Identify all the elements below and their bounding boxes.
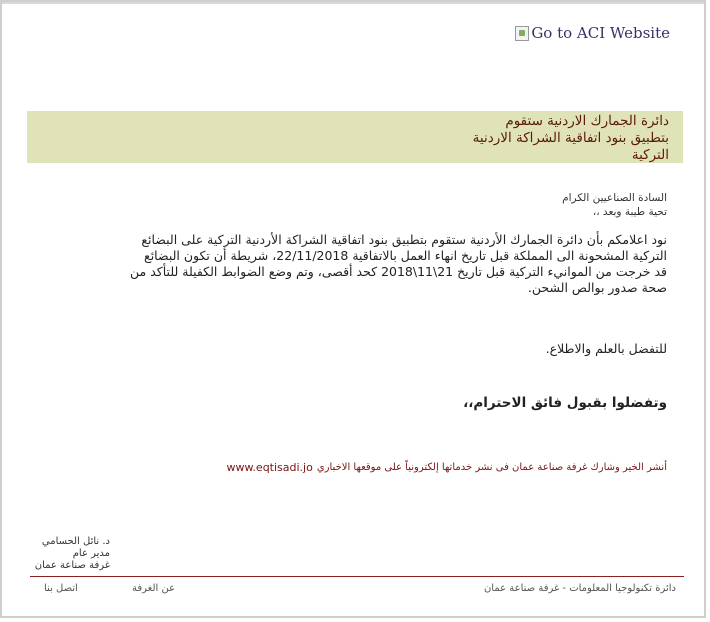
salutation — [562, 191, 667, 219]
body-paragraph — [27, 232, 667, 296]
headline-text — [473, 113, 669, 164]
signature-block — [35, 536, 110, 572]
closing-text: وتفضلوا بقبول فائق الاحترام،، — [463, 395, 667, 411]
salutation-line: السادة الصناعيين الكرام — [562, 192, 667, 204]
aci-link-label: Go to ACI Website — [531, 24, 670, 42]
headline-line: التركية — [631, 147, 669, 163]
contact-link[interactable]: اتصل بنا — [44, 583, 78, 594]
aci-website-link[interactable] — [515, 24, 670, 42]
promo-text: أنشر الخير وشارك غرفة صناعة عمان فى نشر خدماتها إلكترونياً على موقعها الاخباري — [316, 462, 667, 473]
headline-line: بتطبيق بنود اتفاقية الشراكة الاردنية — [472, 130, 669, 146]
note-text: للتفضل بالعلم والاطلاع. — [545, 341, 667, 356]
body-line: نود اعلامكم بأن دائرة الجمارك الأردنية ستقوم بتطبيق بنود اتفاقية الشراكة الأردنية التركية على البضائع — [141, 232, 667, 247]
top-border — [2, 2, 704, 4]
eqtisadi-link[interactable]: www.eqtisadi.jo — [226, 461, 313, 474]
promo-line — [226, 461, 667, 474]
footer-department: دائرة تكنولوجيا المعلومات - غرفة صناعة عمان — [483, 583, 676, 594]
body-line: قد خرجت من الموانيء التركية قبل تاريخ 21\11\2018 كحد أقصى، وتم وضع الضوابط الكفيلة للتأكد من — [130, 264, 667, 279]
broken-image-icon — [515, 26, 529, 41]
signature-line: غرفة صناعة عمان — [34, 560, 110, 571]
footer-divider — [30, 576, 684, 577]
signature-line: مدير عام — [72, 548, 110, 559]
body-line: التركية المشحونة الى المملكة قبل تاريخ انهاء العمل بالاتفاقية 22/11/2018، شريطة أن تكون البضائع — [144, 248, 667, 263]
headline-line: دائرة الجمارك الاردنية ستقوم — [505, 113, 669, 129]
about-link[interactable]: عن الغرفة — [132, 583, 176, 594]
headline-banner — [27, 111, 683, 163]
salutation-line: تحية طيبة وبعد ،، — [592, 206, 667, 218]
body-line: صحة صدور بوالص الشحن. — [527, 280, 667, 295]
signature-line: د. نائل الحسامي — [41, 536, 110, 547]
